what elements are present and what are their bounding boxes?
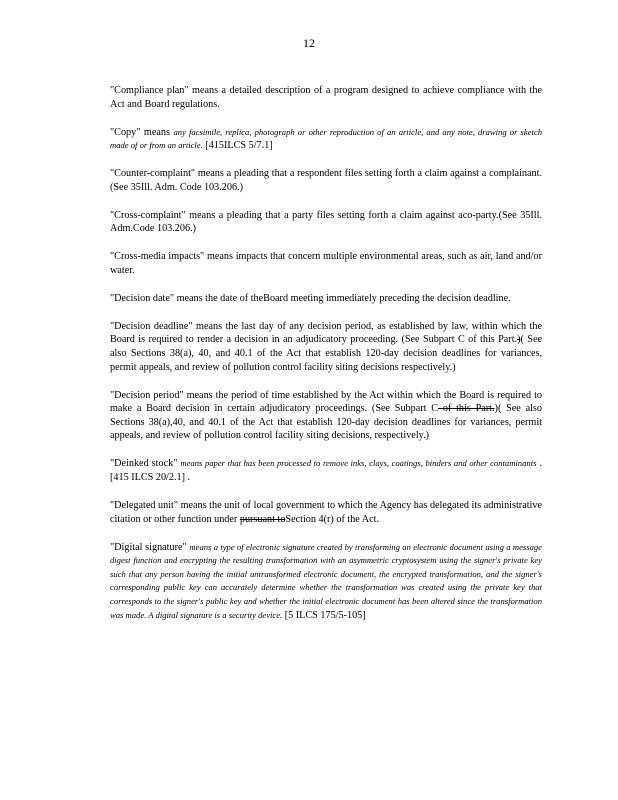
definition-paragraph (110, 250, 542, 277)
definition-text: "Cross-complaint" means a pleading that a party files setting forth a claim against aco-party.(See 35Ill. Adm.Code 103.206.) (110, 209, 542, 235)
statutory-quote-text: any facsimile, replica, photograph or other reproduction of an article, and any note, drawing or sketch made of or from an article. (110, 126, 542, 151)
struck-text: ) (517, 334, 521, 346)
definition-paragraph (110, 389, 542, 443)
definition-text: "Deinked stock" (110, 458, 181, 470)
definition-paragraph (110, 457, 542, 484)
definition-paragraph (110, 292, 542, 306)
definition-paragraph (110, 499, 542, 526)
definition-text: [5 ILCS 175/5-105] (282, 609, 366, 621)
definition-text: "Decision date" means the date of theBoard meeting immediately preceding the decision deadline. (110, 292, 511, 304)
definition-text: "Counter-complaint" means a pleading that a respondent files setting forth a claim against a complainant. (See 35Ill. Adm. Code 103.206.) (110, 168, 542, 193)
definition-paragraph (110, 167, 542, 194)
definition-paragraph (110, 320, 542, 374)
definition-text: )( See also Sections 38(a),40, and 40.1 of the Act that establish 120-day decision deadlines for variances, permit appeals, and review of pollution control facility siting decisions, respectively.) (110, 403, 542, 442)
definition-paragraph (110, 126, 542, 153)
statutory-quote-text: means paper that has been processed to remove inks, clays, coatings, binders and other contaminants (180, 458, 537, 469)
definition-text: ( See also Sections 38(a), 40, and 40.1 of the Act that establish 120-day decision deadlines for variances, permit appeals, and review of pollution control facility siting decisions respectively.) (110, 334, 542, 373)
page-number: 12 (303, 36, 315, 50)
definition-text: Section 4(r) of the Act. (285, 513, 380, 525)
definition-text: "Decision period" means the period of time established by the Act within which the Board is required to make a Board decision in certain adjudicatory proceedings. (See Subpart C (110, 389, 542, 415)
definition-text: "Digital signature" (110, 541, 190, 553)
struck-text: of this Part. (438, 403, 495, 415)
definition-text: "Delegated unit" means the unit of local government to which the Agency has delegated its administrative citation or other function under (110, 499, 542, 525)
definition-text: "Compliance plan" means a detailed description of a program designed to achieve compliance with the Act and Board regulations. (110, 85, 542, 110)
definition-text: "Copy" means (110, 126, 174, 138)
definition-text: [415ILCS 5/7.1] (202, 140, 273, 152)
definitions-list (110, 84, 542, 637)
definition-paragraph (110, 541, 542, 623)
definition-paragraph (110, 209, 542, 236)
definition-text: "Cross-media impacts" means impacts that concern multiple environmental areas, such as air, land and/or water. (110, 251, 542, 276)
definition-paragraph (110, 84, 542, 111)
statutory-quote-text: means a type of electronic signature created by transforming an electronic document using a message digest function and encrypting the resulting transformation with an asymmetric cryptosystem using the signer's private key such that any person having the initial untransformed electronic document, the encrypted transformation, and the signer's corresponding public key can accurately determine whether the transformation was created using the private key that corresponds to the signer's public key and whether the initial electronic document has been altered since the transformation was made. A digital signature is a security device. (110, 541, 542, 620)
definition-text: .[415 ILCS 20/2.1] . (110, 458, 542, 483)
definition-text: "Decision deadline" means the last day of any decision period, as established by law, within which the Board is required to render a decision in an adjudicatory proceeding. (See Subpart C of this Part. (110, 320, 542, 346)
struck-text: pursuant to (239, 513, 286, 525)
